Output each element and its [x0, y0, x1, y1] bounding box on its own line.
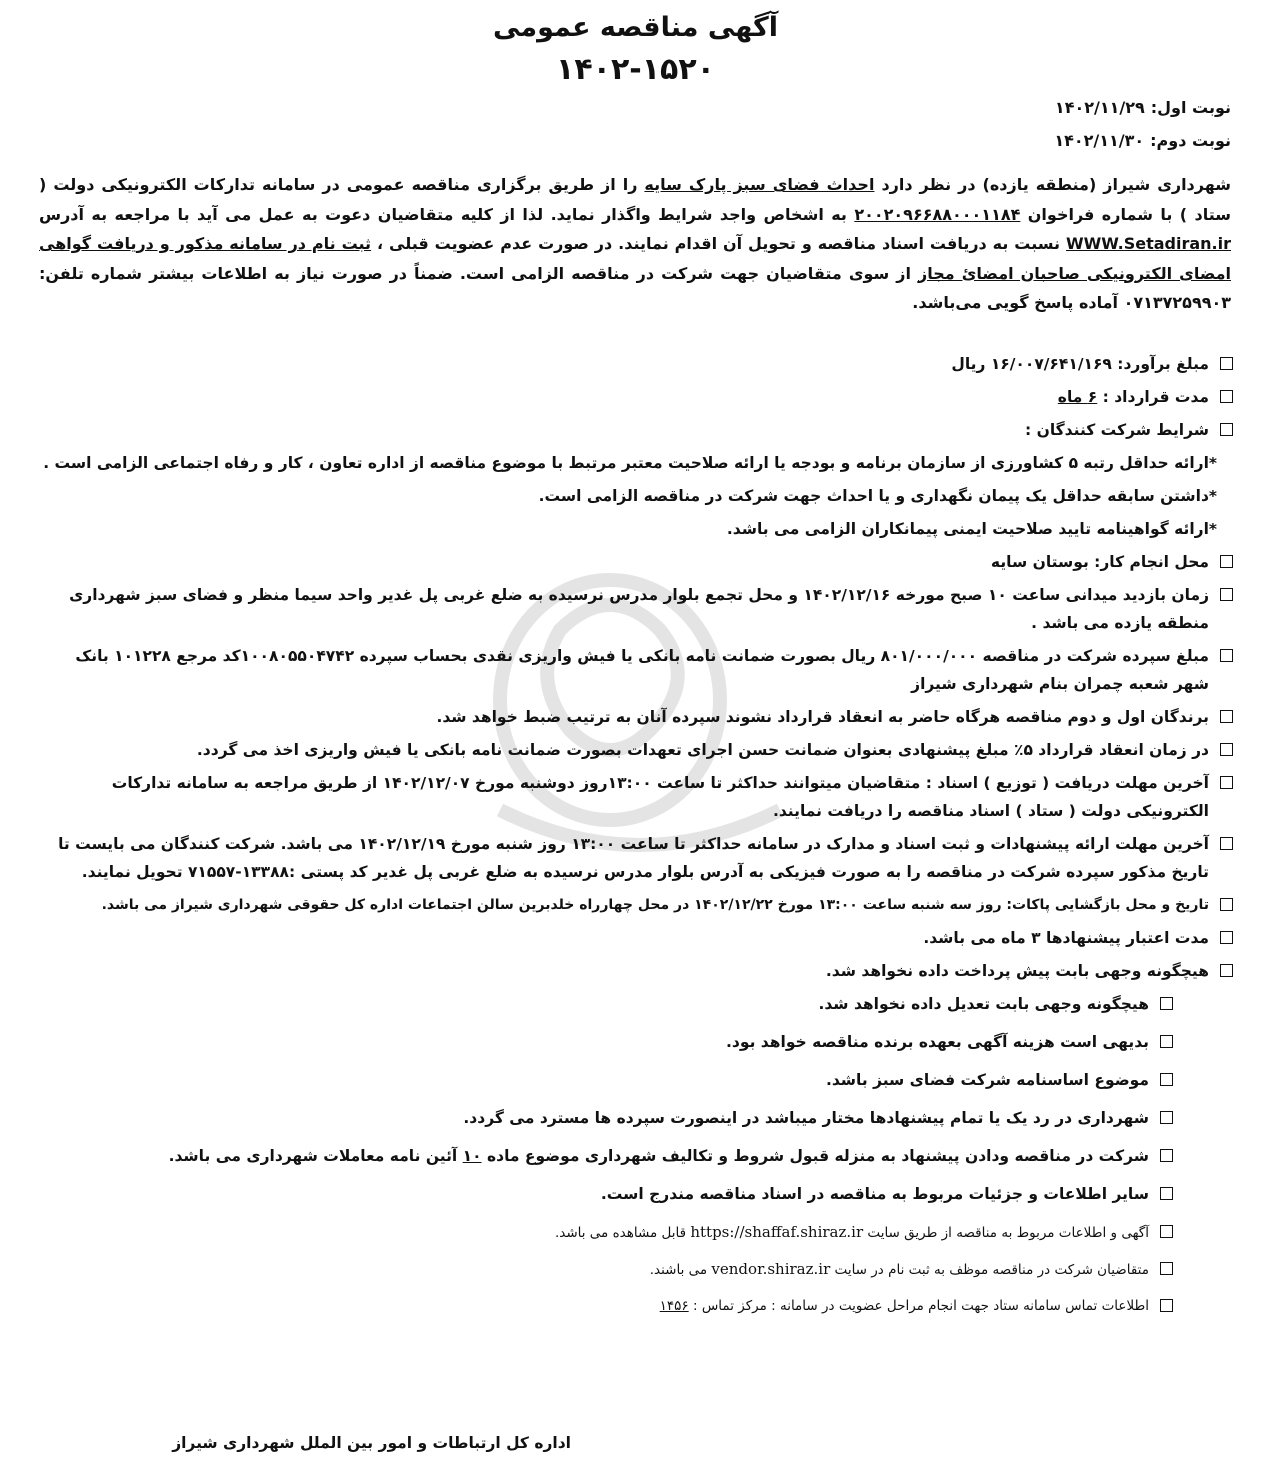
checkbox-icon	[1220, 588, 1233, 601]
conditions-label: شرایط شرکت کنندگان :	[1025, 421, 1209, 439]
issuer-footer: اداره کل ارتباطات و امور بین الملل شهرداری شیراز	[172, 1434, 571, 1452]
intro-text-2: را از طریق برگزاری مناقصه عمومی در سامانه تدارکات الکترونیکی دولت ( ستاد ) با شماره فراخوان	[39, 175, 1232, 224]
contact-phone: ۰۷۱۳۷۲۵۹۹۰۳	[1123, 293, 1231, 312]
call-number: ۲۰۰۲۰۹۶۶۸۸۰۰۰۱۱۸۴	[854, 204, 1021, 224]
tender-subject: احداث فضای سبز پارک سایه	[644, 175, 875, 194]
estimate-item	[35, 350, 1235, 378]
prepayment-item	[35, 957, 1235, 985]
intro-paragraph	[39, 170, 1231, 318]
checkbox-icon	[1220, 390, 1233, 403]
intro-text-3: به اشخاص واجد شرایط واگذار نماید. لذا از کلیه متقاضیان دعوت به عمل می آید با مراجعه به آدرس	[39, 204, 855, 224]
duration-item	[35, 383, 1235, 411]
item-text: برندگان اول و دوم مناقصه هرگاه حاضر به انعقاد قرارداد نشوند سپرده آنان به ترتیب ضبط خواهد شد.	[436, 708, 1209, 726]
condition-line: *داشتن سابقه حداقل یک پیمان نگهداری و یا احداث جهت شرکت در مناقصه الزامی است.	[538, 487, 1217, 505]
validity-item	[35, 924, 1235, 952]
item-text: اطلاعات تماس سامانه ستاد جهت انجام مراحل عضویت در سامانه : مرکز تماس :	[688, 1298, 1149, 1314]
checkbox-icon	[1160, 1225, 1173, 1238]
checkbox-icon	[1220, 555, 1233, 568]
condition-line: *ارائه گواهینامه تایید صلاحیت ایمنی پیمانکاران الزامی می باشد.	[726, 520, 1217, 538]
item-text: بدیهی است هزینه آگهی بعهده برنده مناقصه خواهد بود.	[726, 1033, 1149, 1051]
duration-label: مدت قرارداد :	[1097, 388, 1209, 406]
vendor-link[interactable]: vendor.shiraz.ir	[711, 1260, 831, 1278]
checkbox-icon	[1220, 423, 1233, 436]
first-publication	[1055, 98, 1231, 117]
checkbox-icon	[1160, 997, 1173, 1010]
other-info-item	[35, 1180, 1175, 1208]
work-location-item	[35, 548, 1235, 576]
checkbox-icon	[1160, 1035, 1173, 1048]
item-text: متقاضیان شرکت در مناقصه موظف به ثبت نام در سایت	[830, 1262, 1149, 1278]
item-text: شهرداری در رد یک یا تمام پیشنهادها مختار میباشد در اینصورت سپرده ها مسترد می گردد.	[463, 1109, 1149, 1127]
intro-text-5: از سوی متقاضیان جهت شرکت در مناقصه الزامی است. ضمناً در صورت نیاز به اطلاعات بیشتر شماره تلفن:	[39, 263, 919, 283]
checkbox-icon	[1220, 964, 1233, 977]
second-publication-label: نوبت دوم:	[1150, 131, 1231, 150]
item-text: در زمان انعقاد قرارداد ۵٪ مبلغ پیشنهادی بعنوان ضمانت حسن اجرای تعهدات بصورت ضمانت نامه بانکی یا فیش واریزی اخذ می گردد.	[196, 741, 1209, 759]
checkbox-icon	[1220, 649, 1233, 662]
adjustment-item	[35, 990, 1175, 1018]
item-text: آئین نامه معاملات شهرداری می باشد.	[168, 1147, 463, 1165]
notice-title: آگهی مناقصه عمومی	[493, 12, 778, 43]
item-text: مبلغ سپرده شرکت در مناقصه ۸۰۱/۰۰۰/۰۰۰ ریال بصورت ضمانت نامه بانکی یا فیش واریزی نقدی بحساب سپرده ۱۰۰۸۰۵۵۰۴۷۴۲کد مرجع ۱۰۱۲۲۸ بانک شهر شعبه چمران بنام شهرداری شیراز	[75, 647, 1209, 693]
document-deadline-item	[35, 769, 1235, 825]
vendor-site-item	[35, 1255, 1175, 1284]
checkbox-icon	[1160, 1073, 1173, 1086]
item-text: می باشند.	[649, 1262, 712, 1278]
shaffaf-link[interactable]: https://shaffaf.shiraz.ir	[690, 1223, 864, 1241]
notice-number: ۱۴۰۲-۱۵۲۰	[556, 52, 715, 87]
condition-line: *ارائه حداقل رتبه ۵ کشاورزی از سازمان برنامه و بودجه یا ارائه صلاحیت معتبر مرتبط با موضوع مناقصه از اداره تعاون ، کار و رفاه اجتماعی الزامی است .	[43, 454, 1217, 472]
checkbox-icon	[1220, 710, 1233, 723]
rejection-item	[35, 1104, 1175, 1132]
conditions-item	[35, 416, 1235, 444]
checkbox-icon	[1160, 1149, 1173, 1162]
checkbox-icon	[1220, 837, 1233, 850]
item-text: محل انجام کار: بوستان سایه	[990, 553, 1209, 571]
checkbox-icon	[1220, 776, 1233, 789]
item-text: آخرین مهلت ارائه پیشنهادات و ثبت اسناد و مدارک در سامانه حداکثر تا ساعت ۱۳:۰۰ روز شنبه مورخ ۱۴۰۲/۱۲/۱۹ می باشد. شرکت کنندگان می بایست تا تاریخ مذکور سپرده شرکت در مناقصه را به صورت فیزیکی به آدرس بلوار مدرس نرسیده به ضلع غربی پل غدیر کد پستی :۱۳۳۸۸-۷۱۵۵۷ تحویل نمایند.	[58, 835, 1209, 881]
item-text: زمان بازدید میدانی ساعت ۱۰ صبح مورخه ۱۴۰۲/۱۲/۱۶ و محل تجمع بلوار مدرس نرسیده به ضلع غربی پل غدیر واحد سیما منظر و فضای سبز شهرداری منطقه یازده می باشد .	[69, 586, 1209, 632]
article-number: ۱۰	[462, 1147, 482, 1165]
proposal-deadline-item	[35, 830, 1235, 886]
first-publication-date: ۱۴۰۲/۱۱/۲۹	[1054, 98, 1145, 117]
registration-requirement: ثبت نام در سامانه مذکور و دریافت گواهی امضای الکترونیکی صاحبان امضائ مجاز	[39, 234, 1232, 283]
contact-center-item	[35, 1292, 1175, 1320]
checkbox-icon	[1160, 1262, 1173, 1275]
intro-text-6: آماده پاسخ گویی می‌باشد.	[912, 293, 1124, 312]
item-text: شرکت در مناقصه ودادن پیشنهاد به منزله قبول شروط و تکالیف شهرداری موضوع ماده	[481, 1147, 1149, 1165]
deposit-item	[35, 642, 1235, 698]
opening-item	[35, 891, 1235, 919]
contact-center-number: ۱۴۵۶	[659, 1298, 689, 1314]
article-item	[35, 1142, 1175, 1170]
shaffaf-site-item	[35, 1218, 1175, 1247]
intro-text-1: شهرداری شیراز (منطقه یازده) در نظر دارد	[874, 175, 1232, 194]
item-text: آخرین مهلت دریافت ( توزیع ) اسناد : متقاضیان میتوانند حداکثر تا ساعت ۱۳:۰۰روز دوشنبه مورخ ۱۴۰۲/۱۲/۰۷ از طریق مراجعه به سامانه تدارکات الکترونیکی دولت ( ستاد ) اسناد مناقصه را دریافت نمایند.	[111, 774, 1209, 820]
checkbox-icon	[1160, 1111, 1173, 1124]
item-text: موضوع اساسنامه شرکت فضای سبز باشد.	[825, 1071, 1149, 1089]
winners-item	[35, 703, 1235, 731]
item-text: هیچگونه وجهی بابت پیش پرداخت داده نخواهد شد.	[825, 962, 1209, 980]
item-text: قابل مشاهده می باشد.	[554, 1225, 691, 1241]
checkbox-icon	[1160, 1187, 1173, 1200]
estimate-value: ۱۶/۰۰۷/۶۴۱/۱۶۹	[990, 355, 1112, 373]
item-text: مدت اعتبار پیشنهادها ۳ ماه می باشد.	[923, 929, 1209, 947]
checkbox-icon	[1220, 898, 1233, 911]
site-visit-item	[35, 581, 1235, 637]
checkbox-icon	[1160, 1299, 1173, 1312]
setad-website-link[interactable]: WWW.Setadiran.ir	[1066, 234, 1232, 253]
item-text: سایر اطلاعات و جزئیات مربوط به مناقصه در اسناد مناقصه مندرج است.	[600, 1185, 1149, 1203]
ad-cost-item	[35, 1028, 1175, 1056]
first-publication-label: نوبت اول:	[1150, 98, 1231, 117]
checkbox-icon	[1220, 743, 1233, 756]
intro-text-4: نسبت به دریافت اسناد مناقصه و تحویل آن اقدام نمایند. در صورت عدم عضویت قبلی ،	[371, 234, 1066, 253]
checkbox-icon	[1220, 931, 1233, 944]
item-text: هیچگونه وجهی بابت تعدیل داده نخواهد شد.	[818, 995, 1149, 1013]
duration-value: ۶ ماه	[1057, 388, 1098, 406]
second-publication	[1054, 131, 1231, 150]
item-text: آگهی و اطلاعات مربوط به مناقصه از طریق سایت	[863, 1225, 1149, 1241]
item-text: تاریخ و محل بازگشایی پاکات: روز سه شنبه ساعت ۱۳:۰۰ مورخ ۱۴۰۲/۱۲/۲۲ در محل چهارراه خلدبرین سالن اجتماعات اداره کل حقوقی شهرداری شیراز می باشد.	[101, 897, 1209, 913]
checkbox-icon	[1220, 357, 1233, 370]
estimate-label: مبلغ برآورد:	[1111, 355, 1209, 373]
statute-item	[35, 1066, 1175, 1094]
second-publication-date: ۱۴۰۲/۱۱/۳۰	[1054, 131, 1145, 150]
notice-items	[35, 350, 1235, 1328]
estimate-unit: ریال	[951, 355, 991, 373]
guarantee-item	[35, 736, 1235, 764]
